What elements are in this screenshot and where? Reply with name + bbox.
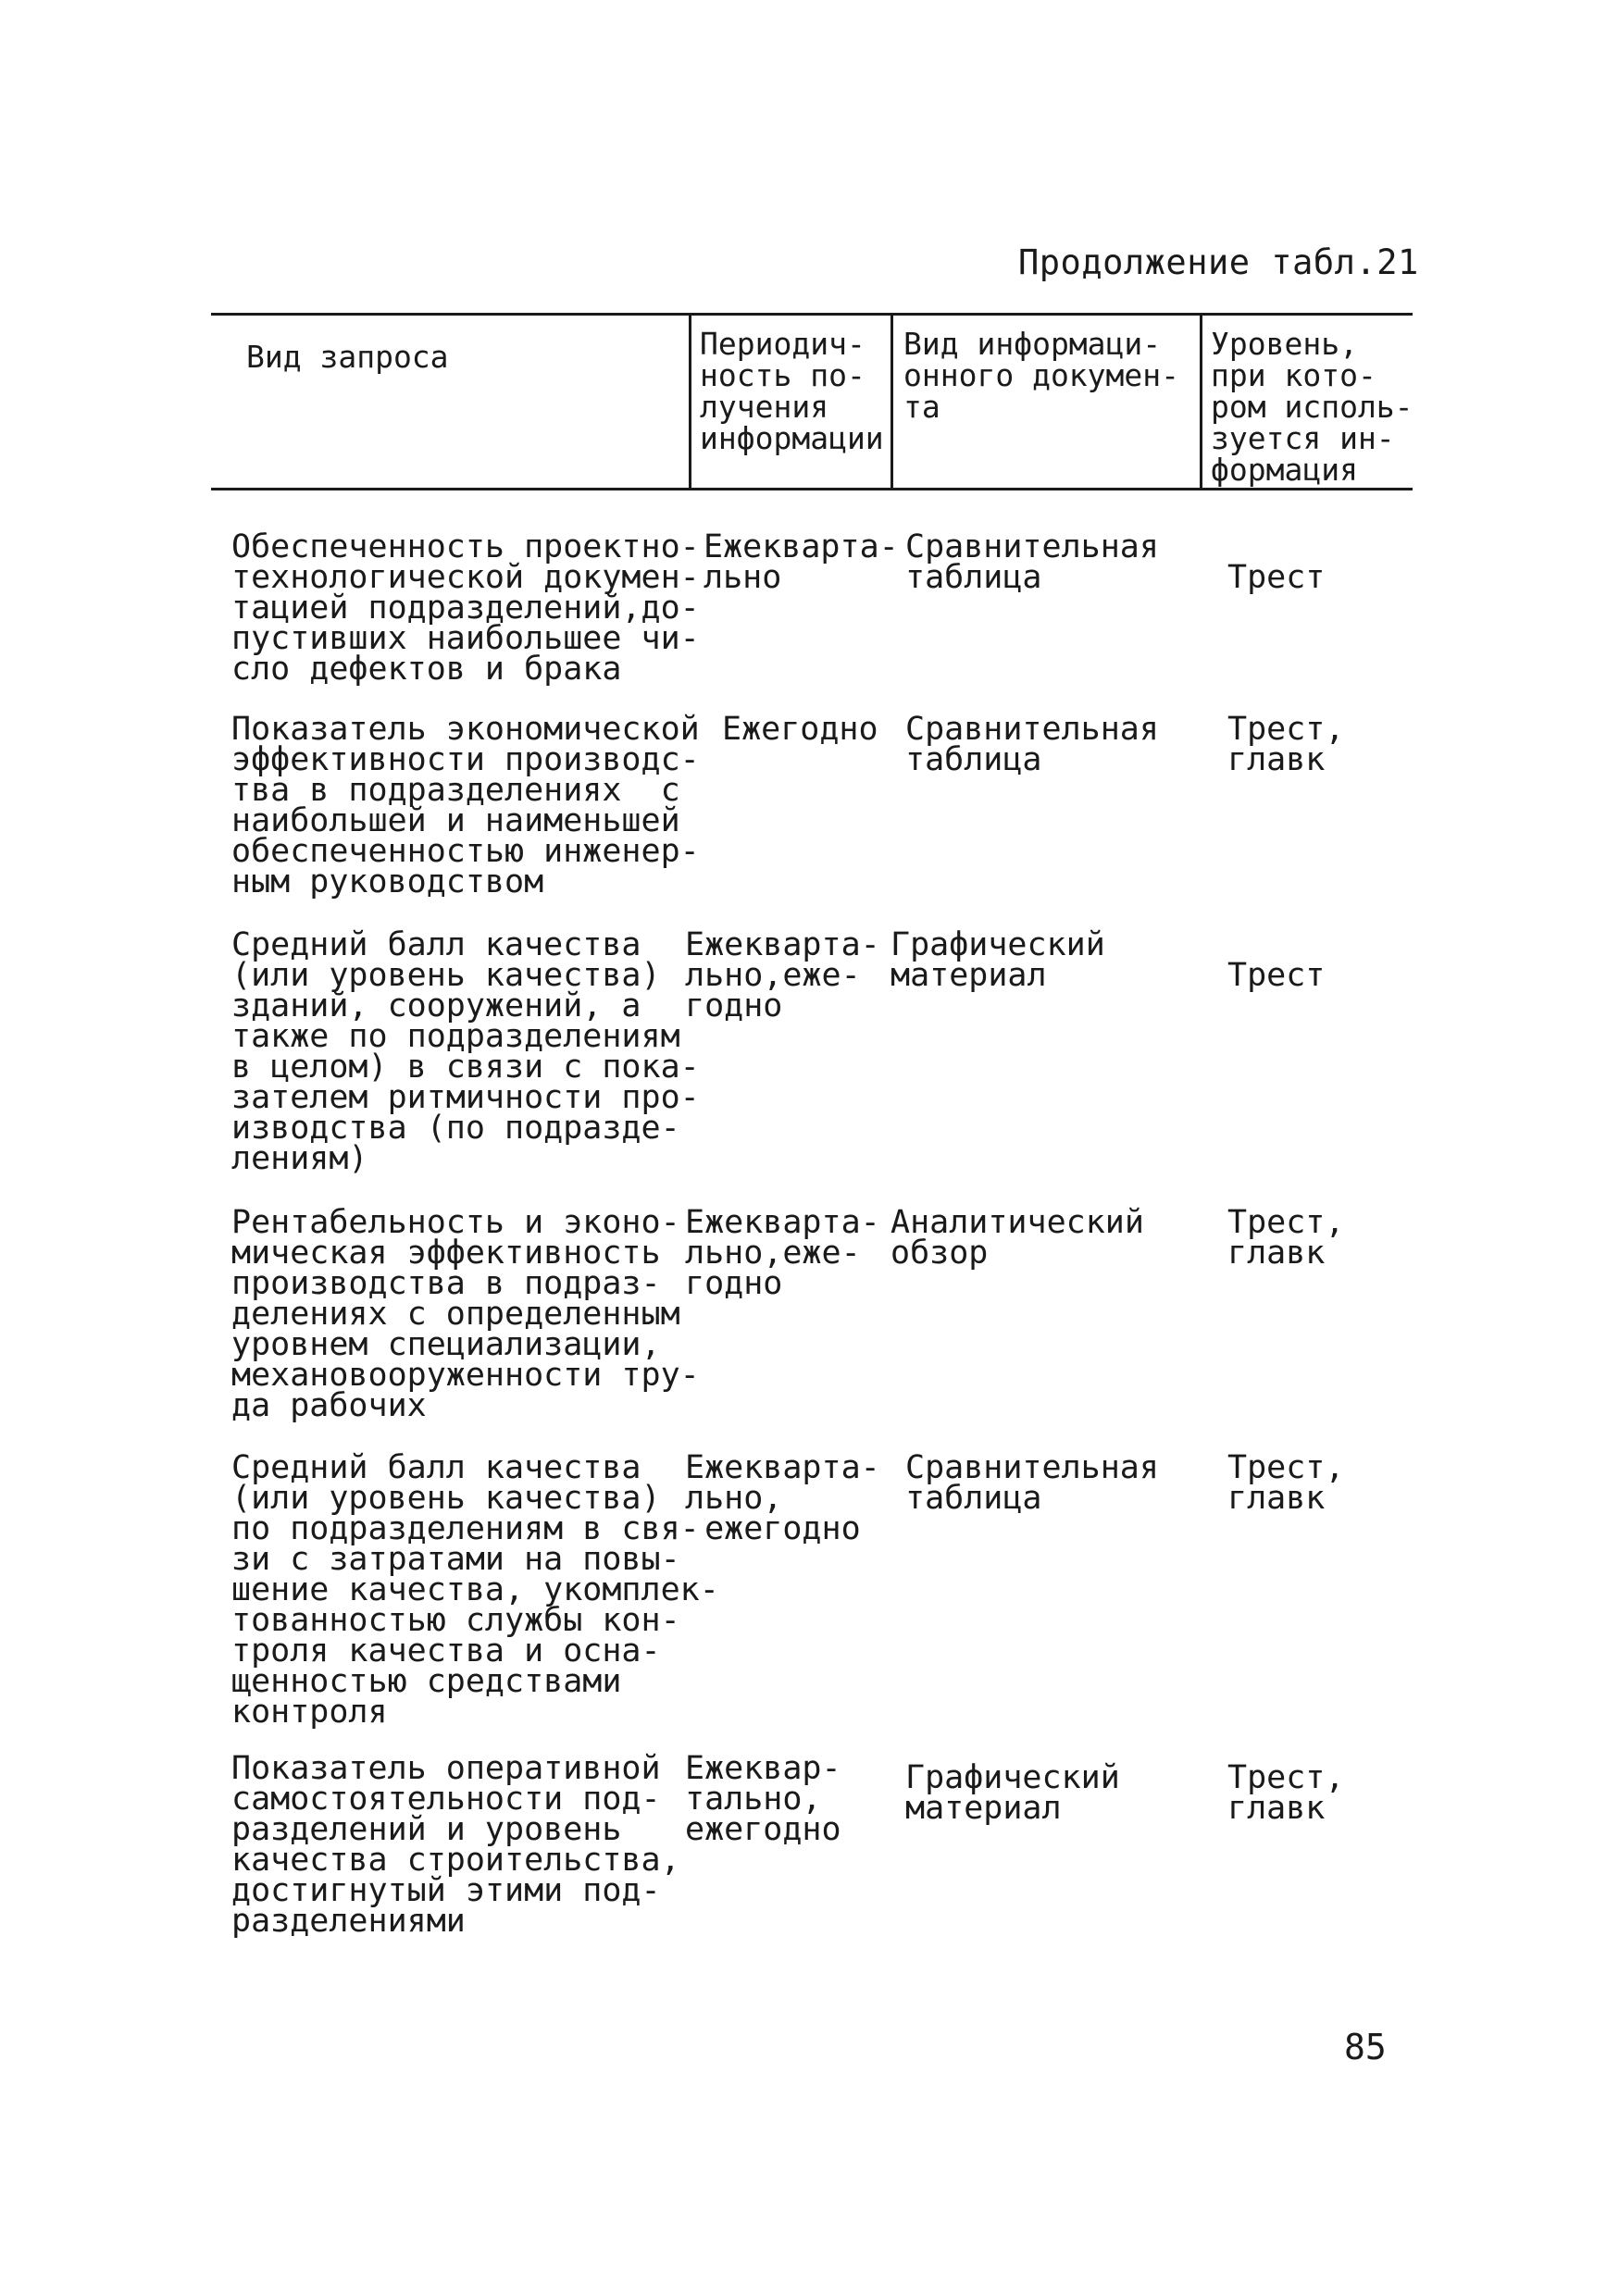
row-2-query: Показатель экономической эффективности производс- тва в подразделениях с наибольшей и наименьшей обеспеченностью инженер- ным руководством [231, 711, 700, 900]
row-1-query: Обеспеченность проектно- технологической докумен- тацией подразделений,до- пустивших наибольшее чи- сло дефектов и брака [231, 528, 700, 688]
row-3-level: Трест [1227, 957, 1326, 994]
row-4-period: Ежекварта- льно,еже- годно [685, 1204, 880, 1302]
row-5-query: Средний балл качества (или уровень качества) по подразделениям в свя- зи с затратами на повы- шение качества, укомплек- тованностью службы кон- троля качества и осна- щенностью средствами контроля [231, 1449, 719, 1731]
row-3-period: Ежекварта- льно,еже- годно [685, 926, 880, 1024]
row-5-period: Ежекварта- льно, ежегодно [685, 1449, 880, 1547]
table-caption: Продолжение табл.21 [1018, 242, 1419, 282]
page-number: 85 [1344, 2027, 1387, 2067]
row-3-doc: Графический материал [890, 926, 1105, 994]
table-header [211, 313, 1413, 490]
row-6-doc: Графический материал [905, 1759, 1120, 1827]
header-divider [1200, 316, 1202, 488]
row-2-doc: Сравнительная таблица [905, 711, 1159, 778]
row-1-period: Ежекварта- льно [704, 528, 899, 596]
row-4-query: Рентабельность и эконо- мическая эффективность производства в подраз- делениях с определенным уровнем специализации, механовооруженности тру- да рабочих [231, 1204, 700, 1424]
header-document-type: Вид информаци- онного докумен- та [903, 326, 1180, 425]
row-3-query: Средний балл качества (или уровень качества) зданий, сооружений, а также по подразделениям в целом) в связи с пока- зателем ритмичности про- изводства (по подразде- лениям) [231, 926, 700, 1177]
row-4-doc: Аналитический обзор [890, 1204, 1144, 1272]
row-4-level: Трест, главк [1227, 1204, 1345, 1272]
row-5-level: Трест, главк [1227, 1449, 1345, 1517]
row-6-level: Трест, главк [1227, 1759, 1345, 1827]
row-2-level: Трест, главк [1227, 711, 1345, 778]
row-2-period: Ежегодно [722, 711, 878, 748]
header-periodicity: Периодич- ность по- лучения информации [700, 326, 884, 456]
header-divider [890, 316, 893, 488]
row-5-doc: Сравнительная таблица [905, 1449, 1159, 1517]
row-1-doc: Сравнительная таблица [905, 528, 1159, 596]
header-divider [689, 316, 691, 488]
header-query-type: Вид запроса [246, 339, 449, 375]
row-1-level: Трест [1227, 559, 1326, 596]
row-6-period: Ежеквар- тально, ежегодно [685, 1750, 841, 1848]
header-usage-level: Уровень, при кото- ром исполь- зуется ин- формация [1211, 326, 1414, 488]
row-6-query: Показатель оперативной самостоятельности под- разделений и уровень качества строительства, достигнутый этими под- разделениями [231, 1750, 680, 1940]
